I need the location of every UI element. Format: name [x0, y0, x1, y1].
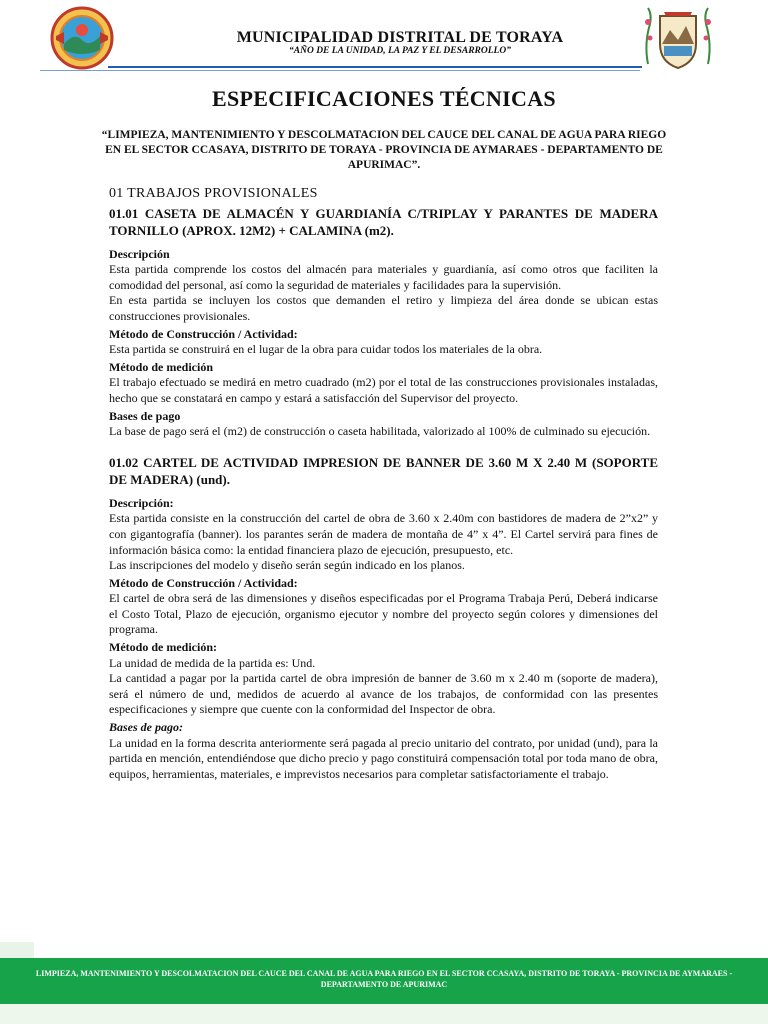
method-label: Método de Construcción / Actividad: — [109, 575, 298, 590]
header-rule — [108, 66, 642, 68]
description-paragraph: En esta partida se incluyen los costos que demanden el retiro y limpieza del área donde se ubican estas construcciones provisionales. — [109, 293, 658, 323]
item-heading-01-02: 01.02 CARTEL DE ACTIVIDAD IMPRESION DE BANNER DE 3.60 M X 2.40 M (SOPORTE DE MADERA) (und). — [109, 454, 658, 487]
payment-text: La base de pago será el (m2) de construcción o caseta habilitada, valorizado al 100% de culminado su ejecución. — [109, 424, 651, 439]
description-label: Descripción — [109, 246, 170, 261]
document-title: ESPECIFICACIONES TÉCNICAS — [212, 86, 556, 111]
method-label: Método de Construcción / Actividad: — [109, 326, 298, 341]
payment-label: Bases de pago — [109, 408, 181, 423]
footer-tab — [0, 942, 34, 958]
coat-of-arms-icon — [640, 4, 716, 72]
payment-text: La unidad en la forma descrita anteriormente será pagada al precio unitario del contrato, por unidad (und), para la partida en mención, entendiéndose que dicho precio y pago constituirá compensación total por toda mano de obra, equipos, herramientas, materiales, e imprevistos necesarios para completar satisfactoriamente el trabajo. — [109, 735, 658, 781]
page-footer: LIMPIEZA, MANTENIMIENTO Y DESCOLMATACION DEL CAUCE DEL CANAL DE AGUA PARA RIEGO EN EL SECTOR CCASAYA, DISTRITO DE TORAYA - PROVINCIA DE AYMARAES - DEPARTAMENTO DE APURIMAC — [0, 958, 768, 1004]
method-text: El cartel de obra será de las dimensiones y diseños especificadas por el Programa Trabaja Perú, Deberá indicarse el Costo Total, Plazo de ejecución, organismo ejecutor y nombre del proyecto según colores y dimensiones del programa. — [109, 591, 658, 637]
measurement-text: La unidad de medida de la partida es: Und. — [109, 655, 316, 670]
year-motto: “AÑO DE LA UNIDAD, LA PAZ Y EL DESARROLLO” — [289, 46, 511, 56]
description-paragraph: Esta partida consiste en la construcción del cartel de obra de 3.60 x 2.40m con bastidores de madera de 2”x2” y con gigantografía (banner). los parantes serán de madera de montaña de 4” x 4”. El Cartel servirá para fines de información básica como: la entidad financiera plazo de ejecución, presupuesto, etc. — [109, 511, 658, 557]
document-body — [109, 186, 658, 782]
header-rule-secondary — [40, 70, 640, 71]
item-heading-01-01: 01.01 CASETA DE ALMACÉN Y GUARDIANÍA C/TRIPLAY Y PARANTES DE MADERA TORNILLO (APROX. 12M2) + CALAMINA (m2). — [109, 205, 658, 238]
municipal-seal-icon — [50, 6, 114, 70]
measurement-text: El trabajo efectuado se medirá en metro cuadrado (m2) por el total de las construcciones provisionales instaladas, hecho que se constatará en campo y estará a satisfacción del Supervisor del proyecto. — [109, 375, 658, 405]
description-paragraph: Las inscripciones del modelo y diseño serán según indicado en los planos. — [109, 558, 465, 573]
method-text: Esta partida se construirá en el lugar de la obra para cuidar todos los materiales de la obra. — [109, 342, 543, 357]
section-heading: 01 TRABAJOS PROVISIONALES — [109, 186, 318, 201]
footer-strip — [0, 1004, 768, 1024]
description-paragraph: Esta partida comprende los costos del almacén para materiales y guardianía, así como otros que faciliten la comodidad del personal, así como la seguridad de materiales y facilidades para la supervisión. — [109, 262, 658, 292]
payment-label: Bases de pago: — [109, 720, 183, 735]
page-header — [0, 0, 768, 80]
description-label: Descripción: — [109, 495, 174, 510]
measurement-label: Método de medición: — [109, 640, 217, 655]
project-name: “LIMPIEZA, MANTENIMIENTO Y DESCOLMATACION DEL CAUCE DEL CANAL DE AGUA PARA RIEGO EN EL SECTOR CCASAYA, DISTRITO DE TORAYA - PROVINCIA DE AYMARAES - DEPARTAMENTO DE APURIMAC”. — [101, 129, 667, 171]
measurement-text: La cantidad a pagar por la partida cartel de obra impresión de banner de 3.60 m x 2.40 m (soporte de madera), será el número de und, medidos de acuerdo al avance de los trabajos, de conformidad con las presentes especificaciones y siempre que cuente con la conformidad del Inspector de obra. — [109, 671, 658, 717]
measurement-label: Método de medición — [109, 359, 213, 374]
municipality-name: MUNICIPALIDAD DISTRITAL DE TORAYA — [236, 29, 564, 46]
